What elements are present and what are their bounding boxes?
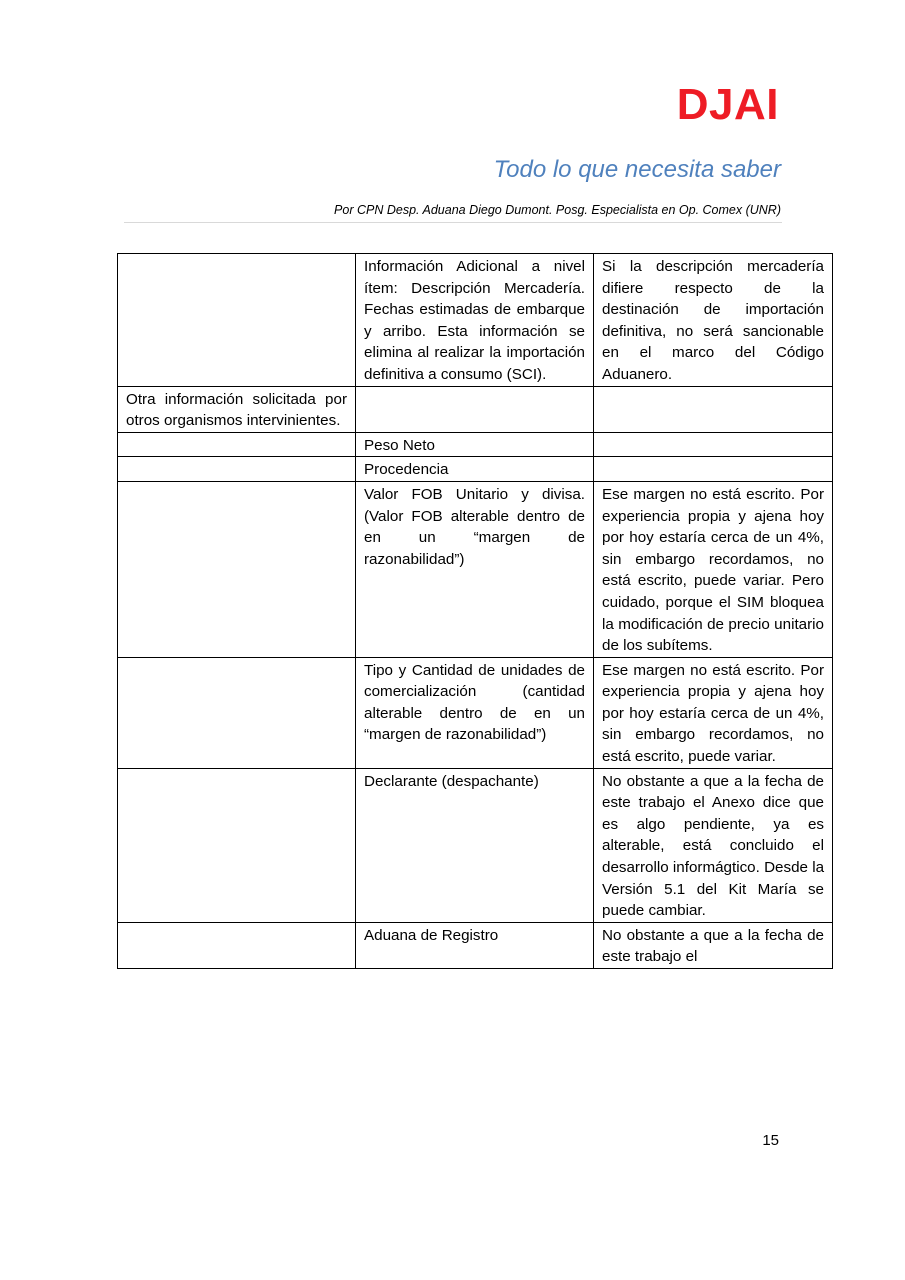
table-row (118, 457, 833, 482)
table-row (118, 386, 833, 432)
header-divider (124, 222, 782, 223)
author-line: Por CPN Desp. Aduana Diego Dumont. Posg. Especialista en Op. Comex (UNR) (334, 203, 781, 217)
table-cell: Otra información solicitada por otros organismos intervinientes. (118, 386, 356, 432)
table-cell: Si la descripción mercadería difiere respecto de la destinación de importación definitiva, no será sancionable en el marco del Código Aduanero. (594, 254, 833, 387)
table-cell: Tipo y Cantidad de unidades de comercialización (cantidad alterable dentro de en un “margen de razonabilidad”) (356, 657, 594, 768)
table-cell: Peso Neto (356, 432, 594, 457)
table-cell: Ese margen no está escrito. Por experiencia propia y ajena hoy por hoy estaría cerca de un 4%, sin embargo recordamos, no está escrito, puede variar. (594, 657, 833, 768)
table-cell: Procedencia (356, 457, 594, 482)
table-row (118, 922, 833, 968)
table-cell: No obstante a que a la fecha de este trabajo el Anexo dice que es algo pendiente, ya es alterable, está concluido el desarrollo informágtico. Desde la Versión 5.1 del Kit María se puede cambiar. (594, 768, 833, 922)
table-cell (594, 457, 833, 482)
table-cell (118, 457, 356, 482)
table-cell: Información Adicional a nivel ítem: Descripción Mercadería. Fechas estimadas de embarque y arribo. Esta información se elimina al realizar la importación definitiva a consumo (SCI). (356, 254, 594, 387)
table-row (118, 768, 833, 922)
table-cell: Declarante (despachante) (356, 768, 594, 922)
table-cell: Valor FOB Unitario y divisa. (Valor FOB alterable dentro de en un “margen de razonabilidad”) (356, 481, 594, 657)
document-title: DJAI (676, 80, 779, 129)
table-row (118, 481, 833, 657)
table-cell (118, 432, 356, 457)
table-cell (118, 481, 356, 657)
table-cell: Ese margen no está escrito. Por experiencia propia y ajena hoy por hoy estaría cerca de un 4%, sin embargo recordamos, no está escrito, puede variar. Pero cuidado, porque el SIM bloquea la modificación de precio unitario de los subítems. (594, 481, 833, 657)
table-cell: Aduana de Registro (356, 922, 594, 968)
table-row (118, 657, 833, 768)
document-subtitle: Todo lo que necesita saber (493, 156, 781, 183)
table-cell (594, 432, 833, 457)
table-cell (118, 657, 356, 768)
table-cell (356, 386, 594, 432)
table-cell (118, 254, 356, 387)
requirements-table (117, 253, 833, 969)
table-cell (118, 768, 356, 922)
table-row (118, 432, 833, 457)
page-number: 15 (762, 1132, 779, 1149)
table-cell (118, 922, 356, 968)
table-cell: No obstante a que a la fecha de este trabajo el (594, 922, 833, 968)
table-cell (594, 386, 833, 432)
table-row (118, 254, 833, 387)
